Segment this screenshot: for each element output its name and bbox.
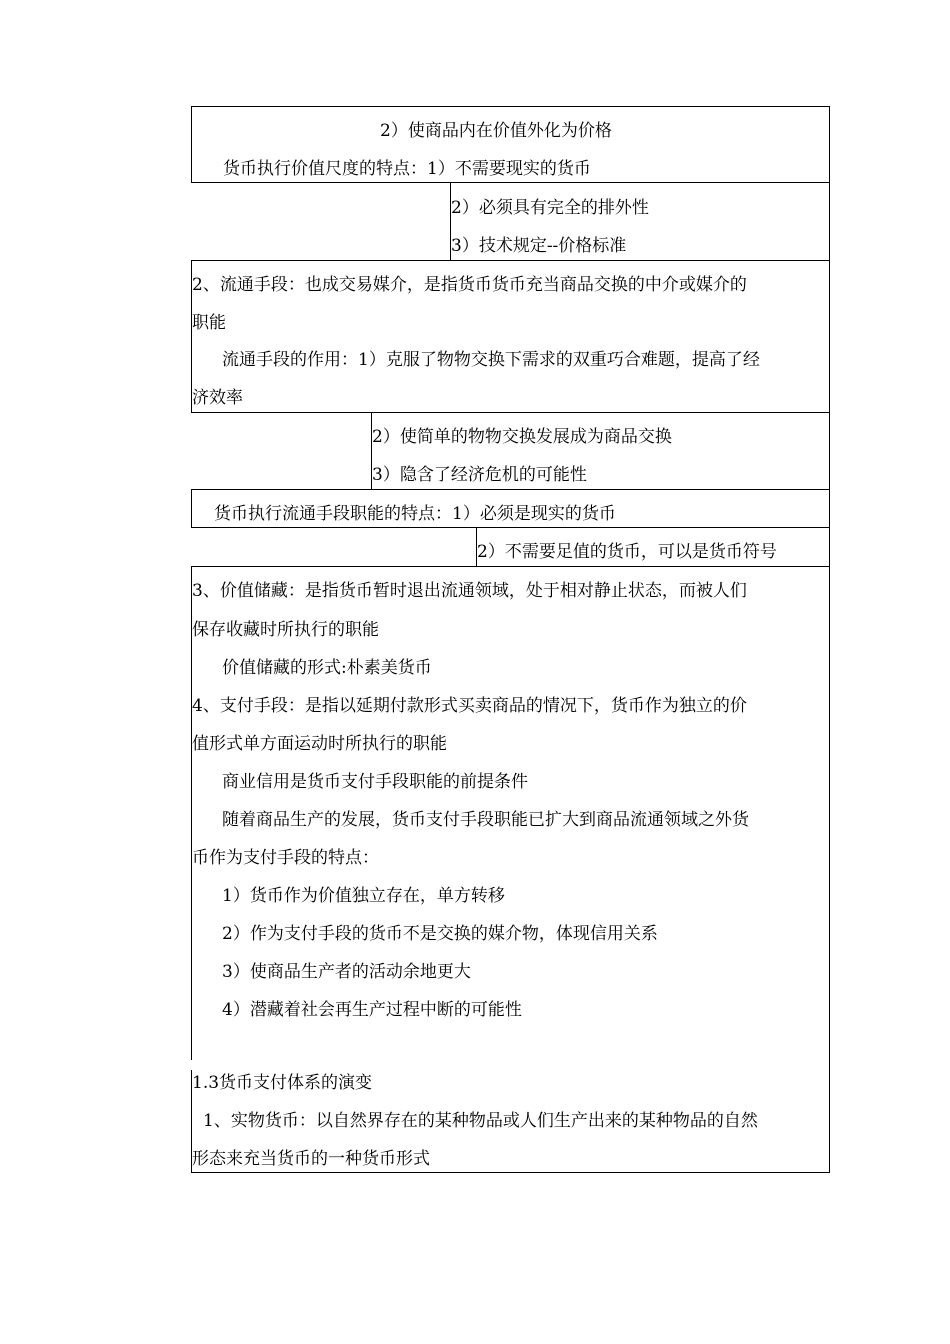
text-line: 2）使商品内在价值外化为价格 xyxy=(380,121,612,141)
text-line: 形态来充当货币的一种货币形式 xyxy=(192,1149,430,1169)
rule xyxy=(191,182,830,183)
rule-bottom xyxy=(191,1172,830,1173)
section-heading: 1.3货币支付体系的演变 xyxy=(192,1073,373,1093)
text-line: 商业信用是货币支付手段职能的前提条件 xyxy=(222,772,528,792)
text-line: 1、实物货币：以自然界存在的某种物品或人们生产出来的某种物品的自然 xyxy=(203,1111,758,1131)
rule xyxy=(191,489,830,490)
rule xyxy=(191,260,830,261)
text-line: 货币执行流通手段职能的特点：1）必须是现实的货币 xyxy=(214,504,616,524)
text-line: 价值储藏的形式:朴素美货币 xyxy=(222,658,432,678)
rule-right xyxy=(829,106,830,1173)
text-line: 2、流通手段：也成交易媒介，是指货币货币充当商品交换的中介或媒介的 xyxy=(192,275,747,295)
rule-left xyxy=(191,566,192,1060)
text-line: 货币执行价值尺度的特点：1）不需要现实的货币 xyxy=(223,159,591,179)
text-line: 流通手段的作用：1）克服了物物交换下需求的双重巧合难题，提高了经 xyxy=(222,350,760,370)
rule-left xyxy=(191,106,192,183)
rule xyxy=(191,527,830,528)
text-line: 4）潜藏着社会再生产过程中断的可能性 xyxy=(222,1000,522,1020)
text-line: 2）必须具有完全的排外性 xyxy=(451,198,649,218)
text-line: 保存收藏时所执行的职能 xyxy=(192,620,379,640)
rule-left xyxy=(191,489,192,528)
text-line: 随着商品生产的发展，货币支付手段职能已扩大到商品流通领域之外货 xyxy=(222,810,749,830)
rule xyxy=(191,412,830,413)
rule-top xyxy=(191,106,830,107)
text-line: 4、支付手段：是指以延期付款形式买卖商品的情况下，货币作为独立的价 xyxy=(192,696,747,716)
text-line: 币作为支付手段的特点： xyxy=(192,848,379,868)
text-line: 3）隐含了经济危机的可能性 xyxy=(372,465,587,485)
text-line: 2）作为支付手段的货币不是交换的媒介物，体现信用关系 xyxy=(222,924,658,944)
text-line: 2）不需要足值的货币，可以是货币符号 xyxy=(477,542,777,562)
text-line: 值形式单方面运动时所执行的职能 xyxy=(192,734,447,754)
text-line: 3）使商品生产者的活动余地更大 xyxy=(222,962,471,982)
rule xyxy=(191,566,830,567)
text-line: 1）货币作为价值独立存在，单方转移 xyxy=(222,886,505,906)
text-line: 职能 xyxy=(192,313,226,333)
text-line: 2）使简单的物物交换发展成为商品交换 xyxy=(372,427,672,447)
text-line: 济效率 xyxy=(192,388,243,408)
text-line: 3）技术规定--价格标准 xyxy=(451,236,627,256)
text-line: 3、价值储藏：是指货币暂时退出流通领域，处于相对静止状态，而被人们 xyxy=(192,581,747,601)
